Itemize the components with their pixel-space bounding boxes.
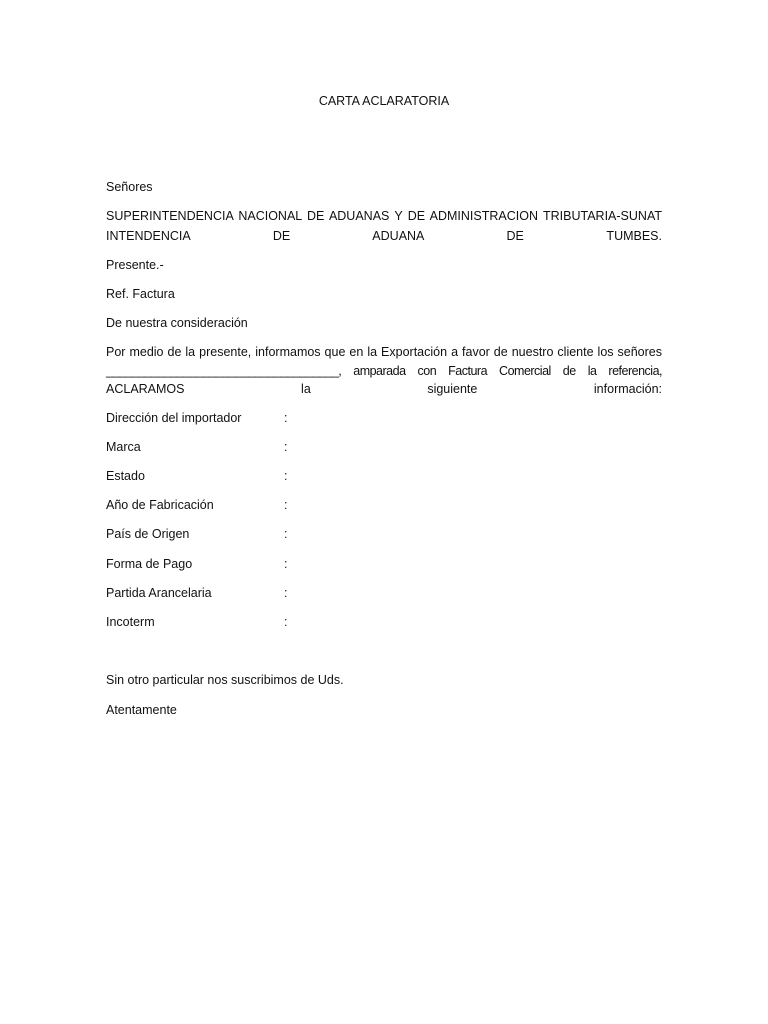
info-field-row xyxy=(106,555,662,573)
info-field-row xyxy=(106,584,662,602)
info-field-row xyxy=(106,613,662,631)
addressee-block xyxy=(106,207,662,246)
info-field-row xyxy=(106,409,662,427)
info-field-colon: : xyxy=(284,411,288,425)
info-field-colon: : xyxy=(284,614,288,629)
addressee-line-2: INTENDENCIA DE ADUANA DE TUMBES. xyxy=(106,228,662,243)
info-field-colon: : xyxy=(284,440,288,455)
closing-line: Sin otro particular nos suscribimos de Uds. xyxy=(106,673,344,687)
body-line-1: Por medio de la presente, informamos que en la Exportación a favor de nuestro cliente los señores xyxy=(106,345,662,359)
body-line-3: ACLARAMOS la siguiente información: xyxy=(106,382,662,396)
info-field-colon: : xyxy=(284,498,288,513)
info-field-label: Incoterm xyxy=(106,614,155,629)
signoff-line: Atentamente xyxy=(106,703,177,717)
letter-title: CARTA ACLARATORIA xyxy=(318,94,450,108)
reference-line: Ref. Factura xyxy=(106,287,175,301)
info-field-label: Dirección del importador xyxy=(106,411,242,425)
letter-page xyxy=(106,0,662,1024)
presente-line: Presente.- xyxy=(106,258,164,272)
info-field-row xyxy=(106,525,662,543)
info-field-colon: : xyxy=(284,556,288,571)
info-field-row xyxy=(106,438,662,456)
info-field-colon: : xyxy=(284,585,288,600)
body-line-2: ____________________________________, amparada con Factura Comercial de la referencia, xyxy=(106,363,662,378)
info-field-label: Estado xyxy=(106,469,145,484)
info-field-label: Partida Arancelaria xyxy=(106,585,212,600)
info-field-label: Marca xyxy=(106,440,141,455)
greeting-line: De nuestra consideración xyxy=(106,316,248,330)
info-field-row xyxy=(106,467,662,485)
info-field-label: País de Origen xyxy=(106,527,190,542)
info-field-row xyxy=(106,496,662,514)
body-paragraph xyxy=(106,343,662,399)
salutation: Señores xyxy=(106,180,153,194)
addressee-line-1: SUPERINTENDENCIA NACIONAL DE ADUANAS Y DE ADMINISTRACION TRIBUTARIA-SUNAT xyxy=(106,209,662,223)
info-field-label: Forma de Pago xyxy=(106,556,193,571)
info-field-label: Año de Fabricación xyxy=(106,498,214,513)
info-field-colon: : xyxy=(284,469,288,484)
info-field-colon: : xyxy=(284,527,288,542)
